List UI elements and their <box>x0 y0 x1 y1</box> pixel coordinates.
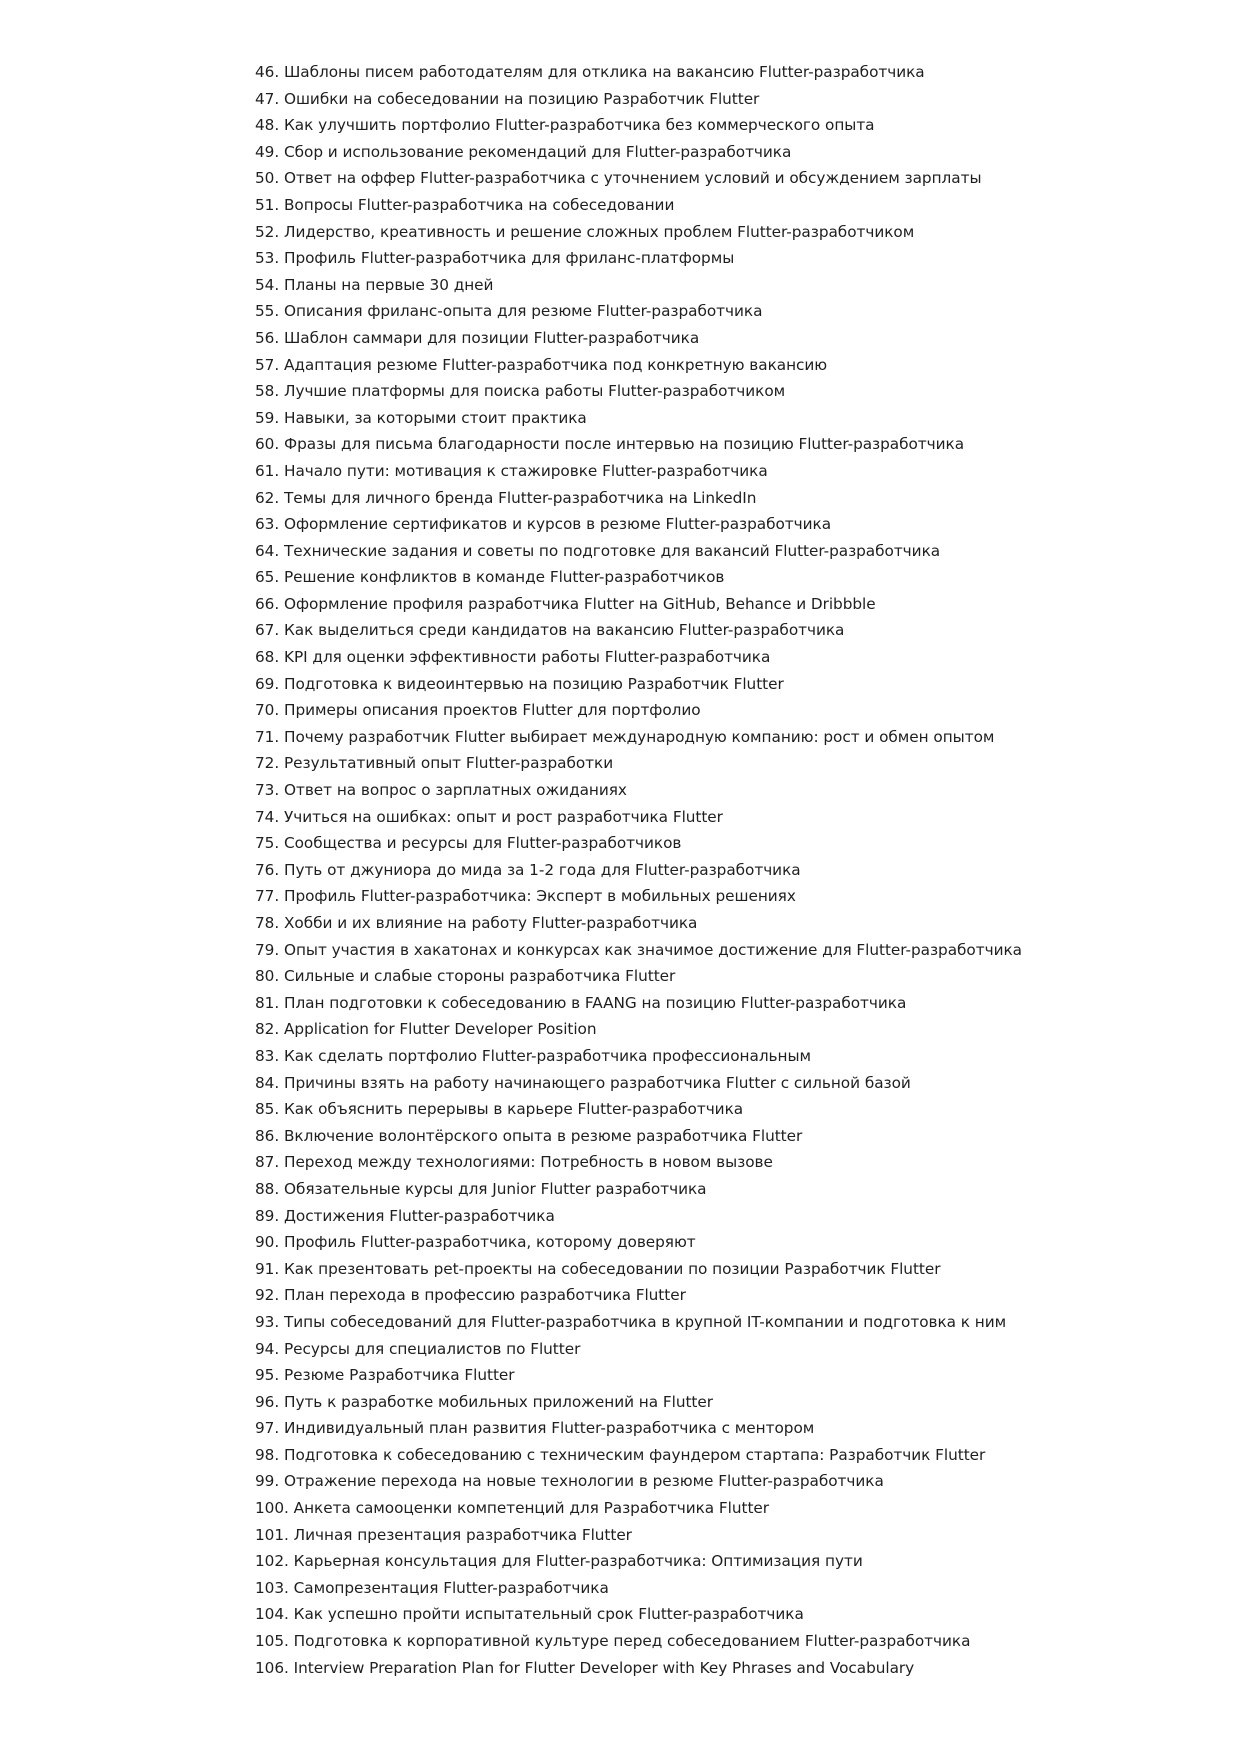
list-item: 89. Достижения Flutter-разработчика <box>255 1206 555 1225</box>
list-item: 49. Сбор и использование рекомендаций для Flutter-разработчика <box>255 142 792 161</box>
list-item: 106. Interview Preparation Plan for Flutter Developer with Key Phrases and Vocabulary <box>255 1658 915 1677</box>
list-item: 88. Обязательные курсы для Junior Flutter разработчика <box>255 1179 707 1198</box>
list-item: 55. Описания фриланс-опыта для резюме Flutter-разработчика <box>255 302 763 321</box>
list-item: 56. Шаблон саммари для позиции Flutter-разработчика <box>255 328 700 347</box>
list-item: 52. Лидерство, креативность и решение сложных проблем Flutter-разработчиком <box>255 222 915 241</box>
list-item: 58. Лучшие платформы для поиска работы Flutter-разработчиком <box>255 382 786 401</box>
list-item: 103. Самопрезентация Flutter-разработчика <box>255 1578 609 1597</box>
list-item: 61. Начало пути: мотивация к стажировке Flutter-разработчика <box>255 461 768 480</box>
list-item: 66. Оформление профиля разработчика Flutter на GitHub, Behance и Dribbble <box>255 594 876 613</box>
list-item: 77. Профиль Flutter-разработчика: Эксперт в мобильных решениях <box>255 887 796 906</box>
list-item: 74. Учиться на ошибках: опыт и рост разработчика Flutter <box>255 807 723 826</box>
list-item: 70. Примеры описания проектов Flutter для портфолио <box>255 701 701 720</box>
list-item: 67. Как выделиться среди кандидатов на вакансию Flutter-разработчика <box>255 621 845 640</box>
list-item: 64. Технические задания и советы по подготовке для вакансий Flutter-разработчика <box>255 541 941 560</box>
list-item: 98. Подготовка к собеседованию с техническим фаундером стартапа: Разработчик Flutter <box>255 1445 986 1464</box>
list-item: 102. Карьерная консультация для Flutter-разработчика: Оптимизация пути <box>255 1552 863 1571</box>
list-item: 84. Причины взять на работу начинающего разработчика Flutter с сильной базой <box>255 1073 911 1092</box>
list-item: 79. Опыт участия в хакатонах и конкурсах как значимое достижение для Flutter-разработчика <box>255 940 1022 959</box>
list-item: 60. Фразы для письма благодарности после интервью на позицию Flutter-разработчика <box>255 435 965 454</box>
list-item: 91. Как презентовать pet-проекты на собеседовании по позиции Разработчик Flutter <box>255 1259 941 1278</box>
list-item: 86. Включение волонтёрского опыта в резюме разработчика Flutter <box>255 1126 803 1145</box>
list-item: 83. Как сделать портфолио Flutter-разработчика профессиональным <box>255 1046 811 1065</box>
list-item: 92. План перехода в профессию разработчика Flutter <box>255 1286 686 1305</box>
list-item: 78. Хобби и их влияние на работу Flutter-разработчика <box>255 914 698 932</box>
list-item: 82. Application for Flutter Developer Position <box>255 1020 597 1039</box>
list-item: 62. Темы для личного бренда Flutter-разработчика на LinkedIn <box>255 488 757 507</box>
list-item: 96. Путь к разработке мобильных приложений на Flutter <box>255 1392 713 1411</box>
list-item: 87. Переход между технологиями: Потребность в новом вызове <box>255 1153 773 1172</box>
numbered-list <box>255 59 1022 1681</box>
list-item: 59. Навыки, за которыми стоит практика <box>255 408 587 427</box>
list-item: 53. Профиль Flutter-разработчика для фриланс-платформы <box>255 249 735 268</box>
list-item: 65. Решение конфликтов в команде Flutter-разработчиков <box>255 568 725 587</box>
list-item: 75. Сообщества и ресурсы для Flutter-разработчиков <box>255 834 682 853</box>
list-item: 69. Подготовка к видеоинтервью на позицию Разработчик Flutter <box>255 674 784 693</box>
list-item: 85. Как объяснить перерывы в карьере Flutter-разработчика <box>255 1100 744 1119</box>
list-item: 46. Шаблоны писем работодателям для отклика на вакансию Flutter-разработчика <box>255 63 925 81</box>
list-item: 100. Анкета самооценки компетенций для Разработчика Flutter <box>255 1499 770 1518</box>
list-item: 95. Резюме Разработчика Flutter <box>255 1366 515 1385</box>
list-item: 68. KPI для оценки эффективности работы Flutter-разработчика <box>255 648 771 667</box>
list-item: 93. Типы собеседований для Flutter-разработчика в крупной IT-компании и подготовка к ним <box>255 1312 1007 1331</box>
list-item: 72. Результативный опыт Flutter-разработки <box>255 754 614 773</box>
list-item: 105. Подготовка к корпоративной культуре перед собеседованием Flutter-разработчика <box>255 1632 971 1651</box>
list-item: 50. Ответ на оффер Flutter-разработчика с уточнением условий и обсуждением зарплаты <box>255 169 982 188</box>
list-item: 90. Профиль Flutter-разработчика, которому доверяют <box>255 1233 696 1252</box>
list-item: 81. План подготовки к собеседованию в FAANG на позицию Flutter-разработчика <box>255 993 907 1012</box>
list-item: 97. Индивидуальный план развития Flutter-разработчика с ментором <box>255 1419 815 1438</box>
list-item: 101. Личная презентация разработчика Flutter <box>255 1525 632 1544</box>
list-item: 80. Сильные и слабые стороны разработчика Flutter <box>255 967 676 986</box>
list-item: 94. Ресурсы для специалистов по Flutter <box>255 1339 581 1358</box>
list-item: 54. Планы на первые 30 дней <box>255 275 494 294</box>
list-item: 104. Как успешно пройти испытательный срок Flutter-разработчика <box>255 1605 804 1624</box>
list-item: 76. Путь от джуниора до мида за 1-2 года для Flutter-разработчика <box>255 860 801 879</box>
list-item: 63. Оформление сертификатов и курсов в резюме Flutter-разработчика <box>255 515 832 534</box>
list-item: 57. Адаптация резюме Flutter-разработчика под конкретную вакансию <box>255 355 828 374</box>
list-item: 73. Ответ на вопрос о зарплатных ожиданиях <box>255 781 627 800</box>
list-item: 48. Как улучшить портфолио Flutter-разработчика без коммерческого опыта <box>255 116 875 135</box>
list-item: 51. Вопросы Flutter-разработчика на собеседовании <box>255 195 675 214</box>
list-item: 99. Отражение перехода на новые технологии в резюме Flutter-разработчика <box>255 1472 884 1491</box>
list-item: 47. Ошибки на собеседовании на позицию Разработчик Flutter <box>255 89 760 108</box>
list-item: 71. Почему разработчик Flutter выбирает международную компанию: рост и обмен опытом <box>255 727 995 746</box>
